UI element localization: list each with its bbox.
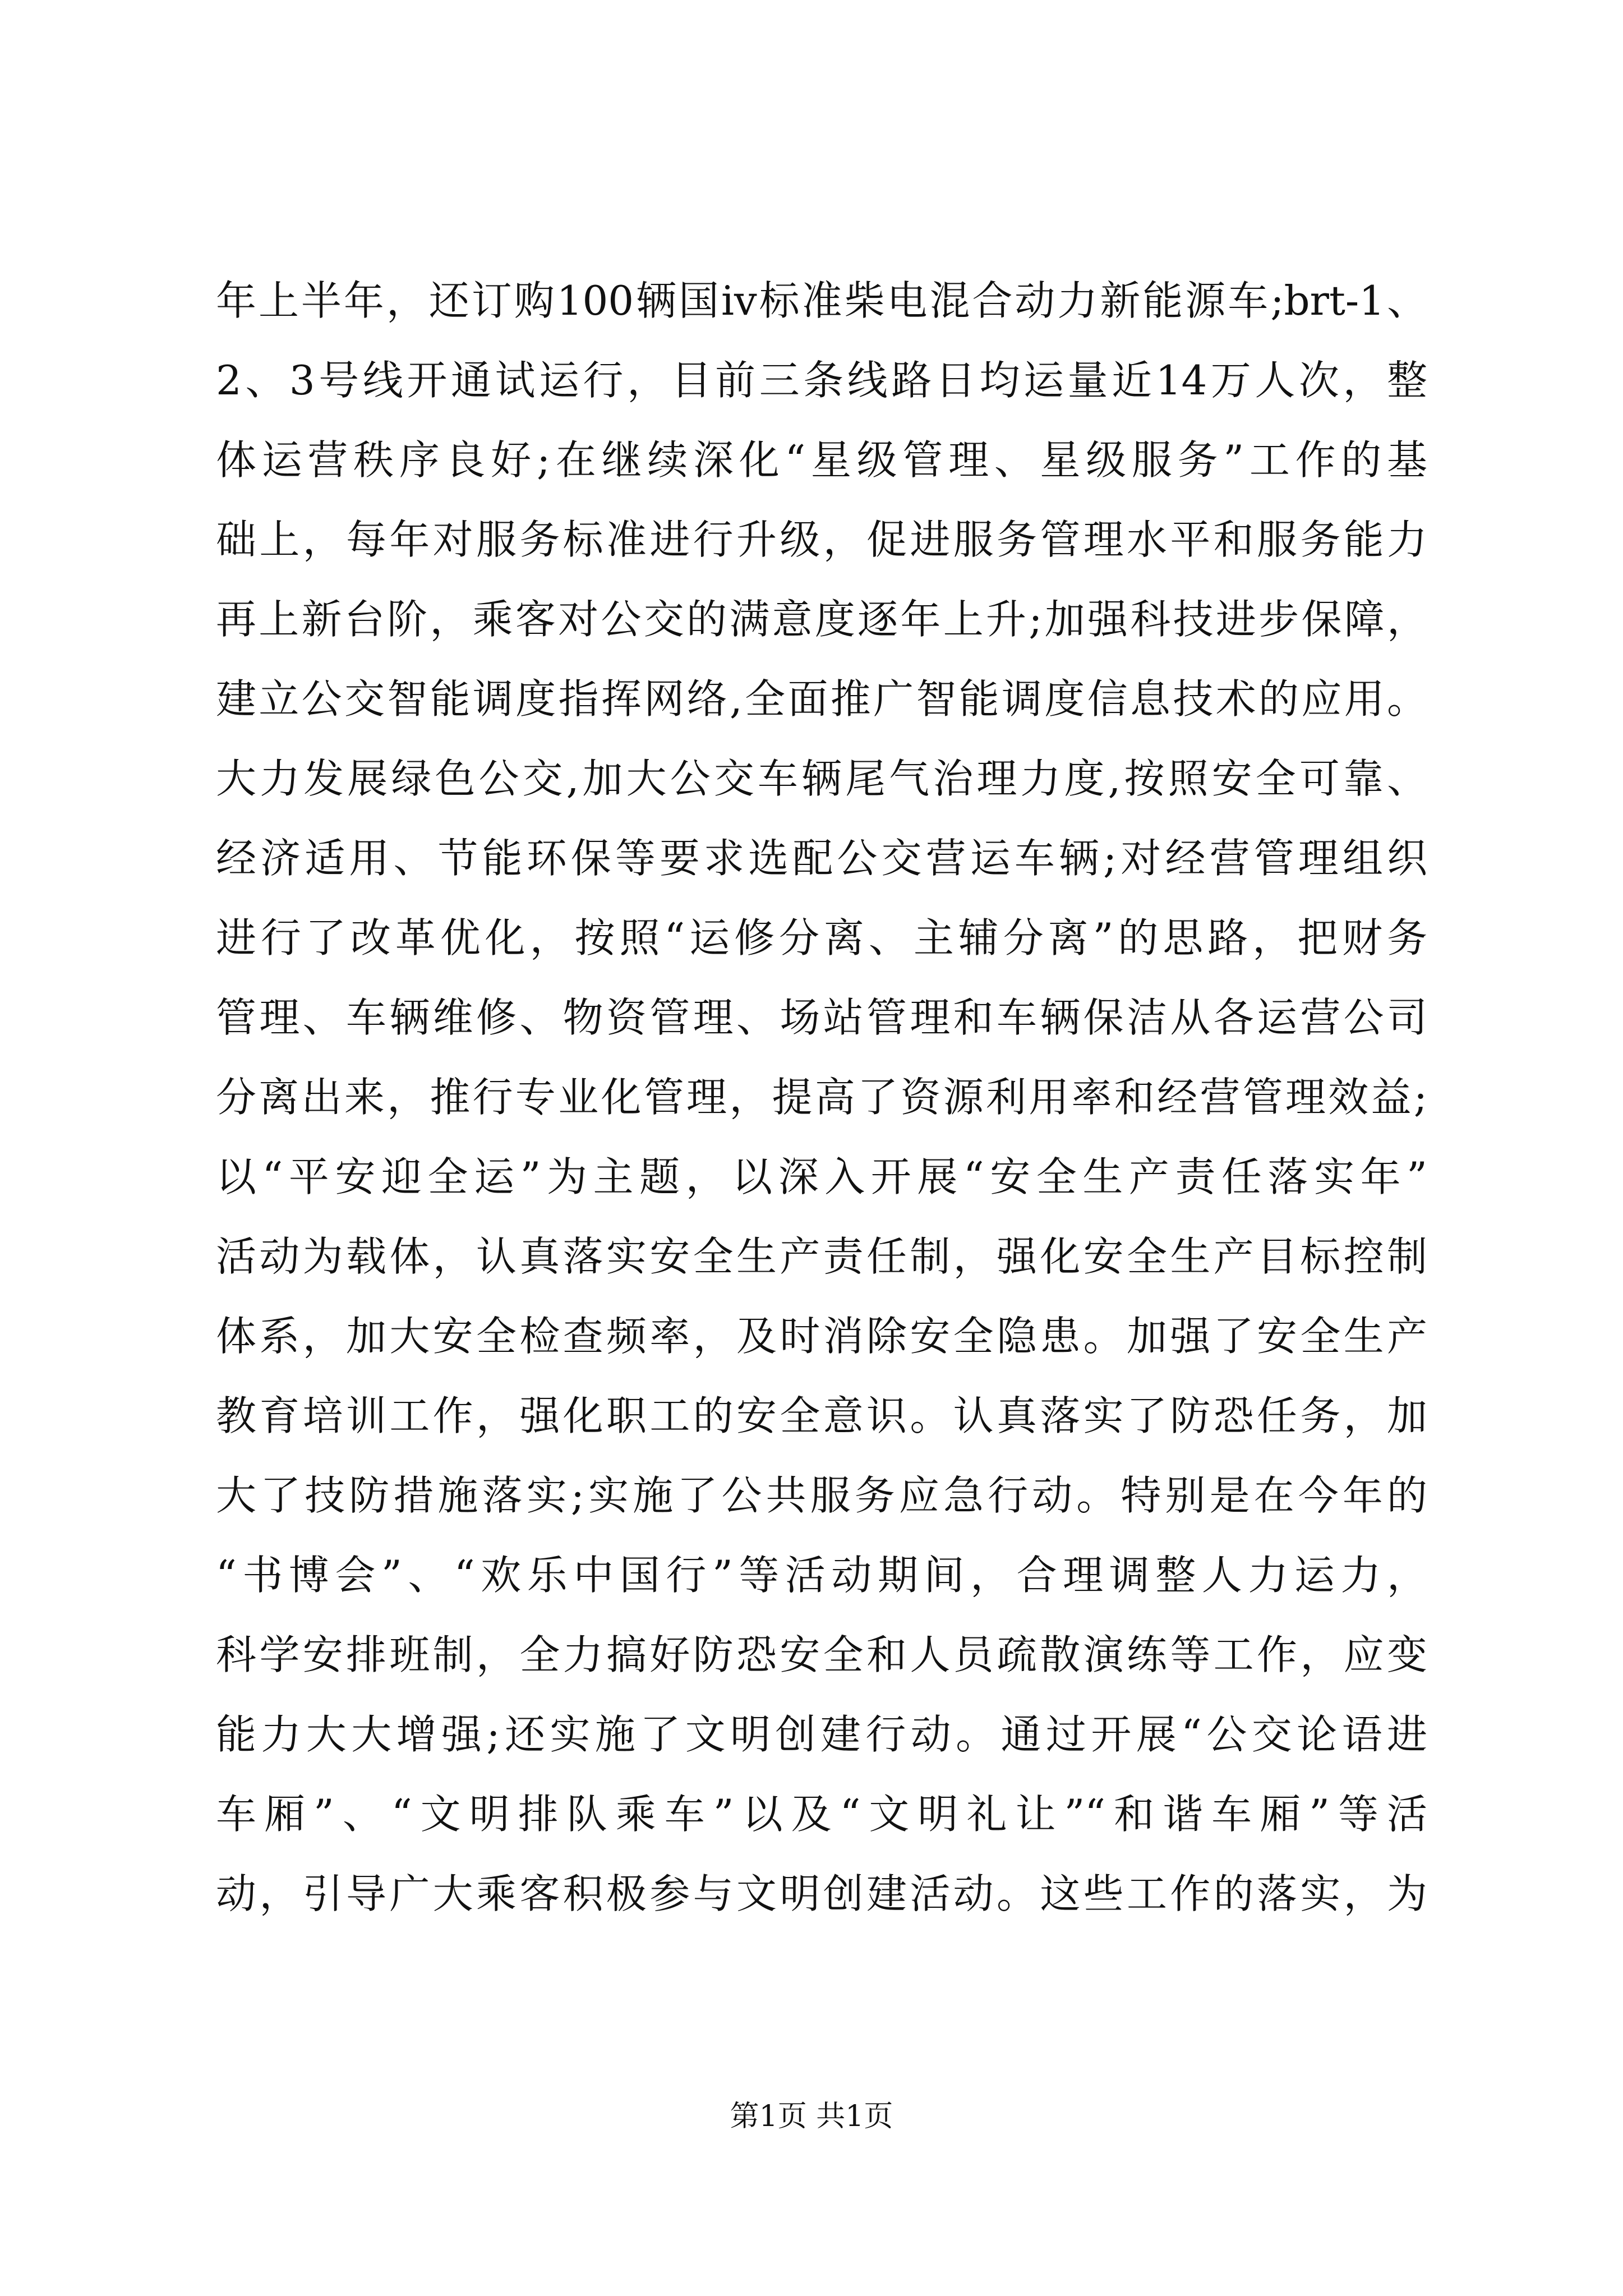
- text-line-4: 础上，每年对服务标准进行升级，促进服务管理水平和服务能力: [216, 516, 1427, 563]
- text-line-8: 经济适用、节能环保等要求选配公交营运车辆;对经营管理组织: [216, 835, 1427, 882]
- text-line-18: 科学安排班制，全力搞好防恐安全和人员疏散演练等工作，应变: [216, 1631, 1427, 1678]
- text-line-12: 以“平安迎全运”为主题，以深入开展“安全生产责任落实年”: [216, 1153, 1427, 1200]
- body-paragraph: [216, 261, 1427, 1934]
- text-line-5: 再上新台阶，乘客对公交的满意度逐年上升;加强科技进步保障，: [216, 596, 1427, 643]
- text-line-21: 动，引导广大乘客积极参与文明创建活动。这些工作的落实，为: [216, 1870, 1427, 1917]
- text-line-20: 车厢”、“文明排队乘车”以及“文明礼让”“和谐车厢”等活: [216, 1791, 1427, 1838]
- text-line-17: “书博会”、“欢乐中国行”等活动期间，合理调整人力运力，: [216, 1552, 1427, 1599]
- text-line-14: 体系，加大安全检查频率，及时消除安全隐患。加强了安全生产: [216, 1313, 1427, 1360]
- text-line-6: 建立公交智能调度指挥网络,全面推广智能调度信息技术的应用。: [216, 675, 1427, 723]
- text-line-10: 管理、车辆维修、物资管理、场站管理和车辆保洁从各运营公司: [216, 994, 1427, 1041]
- text-line-3: 体运营秩序良好;在继续深化“星级管理、星级服务”工作的基: [216, 436, 1427, 484]
- text-line-9: 进行了改革优化，按照“运修分离、主辅分离”的思路，把财务: [216, 914, 1427, 961]
- text-line-1: 年上半年，还订购100辆国iv标准柴电混合动力新能源车;brt-1、: [216, 277, 1427, 324]
- page-number-footer: 第1页 共1页: [730, 2100, 893, 2133]
- text-line-11: 分离出来，推行专业化管理，提高了资源利用率和经营管理效益;: [216, 1074, 1427, 1121]
- text-line-15: 教育培训工作，强化职工的安全意识。认真落实了防恐任务，加: [216, 1392, 1427, 1439]
- text-line-7: 大力发展绿色公交,加大公交车辆尾气治理力度,按照安全可靠、: [216, 755, 1427, 802]
- text-line-2: 2、3号线开通试运行，目前三条线路日均运量近14万人次，整: [216, 357, 1427, 404]
- text-line-19: 能力大大增强;还实施了文明创建行动。通过开展“公交论语进: [216, 1711, 1427, 1758]
- text-line-16: 大了技防措施落实;实施了公共服务应急行动。特别是在今年的: [216, 1472, 1427, 1519]
- text-line-13: 活动为载体，认真落实安全生产责任制，强化安全生产目标控制: [216, 1233, 1427, 1280]
